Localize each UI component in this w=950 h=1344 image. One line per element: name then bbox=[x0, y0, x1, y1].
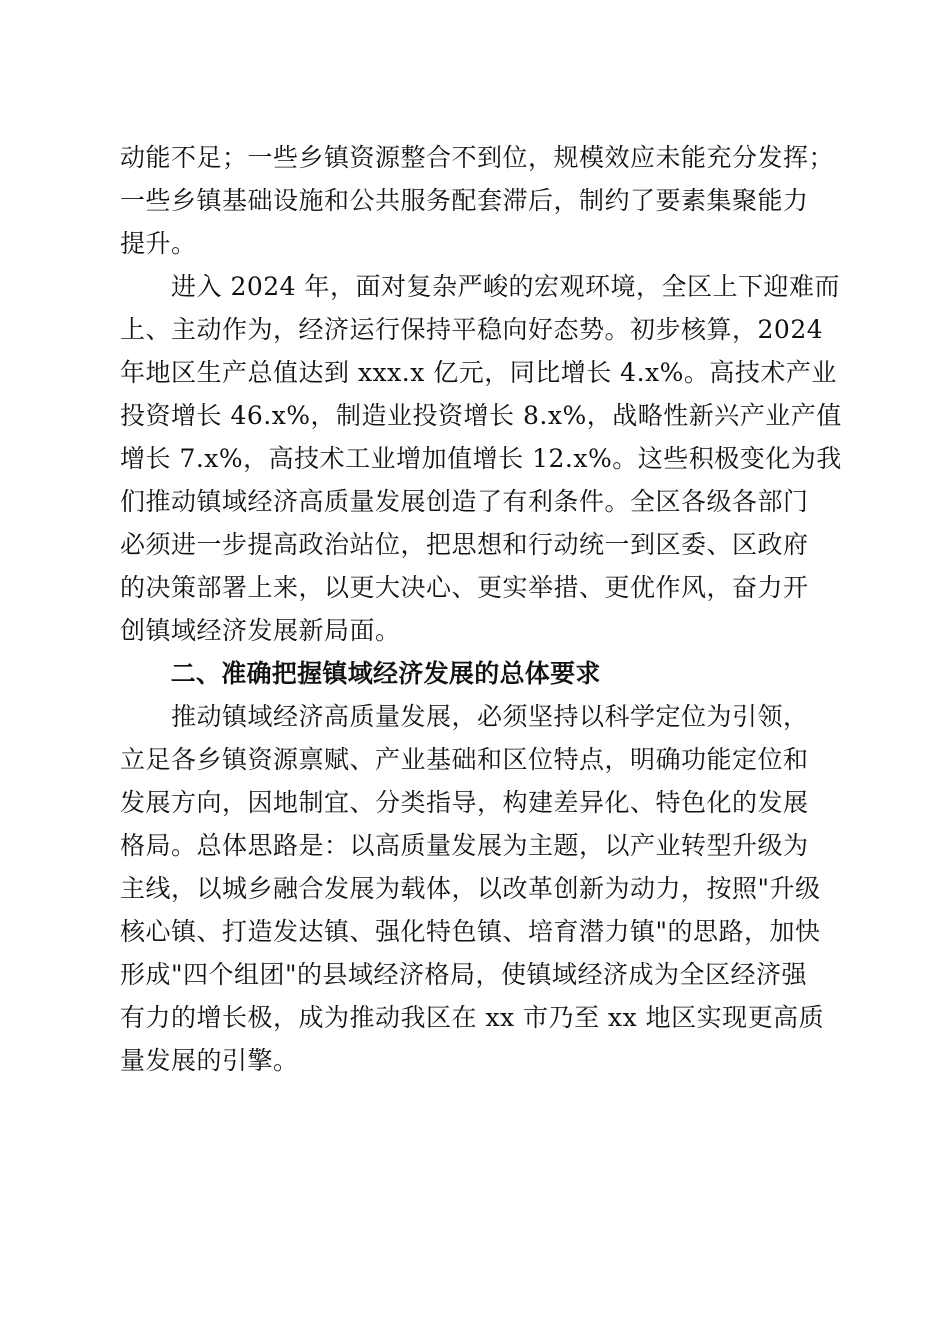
text-line: 形成"四个组团"的县域经济格局，使镇域经济成为全区经济强 bbox=[120, 960, 808, 989]
text-line: 有力的增长极，成为推动我区在 xx 市乃至 xx 地区实现更高质 bbox=[120, 1003, 825, 1032]
text-line: 投资增长 46.x%，制造业投资增长 8.x%，战略性新兴产业产值 bbox=[120, 401, 842, 430]
text-line: 发展方向，因地制宜、分类指导，构建差异化、特色化的发展 bbox=[120, 788, 809, 817]
text-line: 年地区生产总值达到 xxx.x 亿元，同比增长 4.x%。高技术产业 bbox=[120, 358, 837, 387]
text-line: 上、主动作为，经济运行保持平稳向好态势。初步核算，2024 bbox=[120, 315, 824, 344]
section-heading: 二、准确把握镇域经济发展的总体要求 bbox=[120, 659, 601, 688]
text-line: 格局。总体思路是：以高质量发展为主题，以产业转型升级为 bbox=[120, 831, 809, 860]
text-line: 一些乡镇基础设施和公共服务配套滞后，制约了要素集聚能力 bbox=[120, 186, 809, 215]
text-line: 增长 7.x%，高技术工业增加值增长 12.x%。这些积极变化为我 bbox=[120, 444, 842, 473]
text-line: 的决策部署上来，以更大决心、更实举措、更优作风，奋力开 bbox=[120, 573, 809, 602]
text-line: 推动镇域经济高质量发展，必须坚持以科学定位为引领， bbox=[120, 702, 809, 731]
text-line: 必须进一步提高政治站位，把思想和行动统一到区委、区政府 bbox=[120, 530, 809, 559]
text-line: 立足各乡镇资源禀赋、产业基础和区位特点，明确功能定位和 bbox=[120, 745, 809, 774]
text-line: 提升。 bbox=[120, 229, 197, 258]
document-body bbox=[120, 136, 842, 1082]
text-line: 创镇域经济发展新局面。 bbox=[120, 616, 401, 645]
text-line: 动能不足；一些乡镇资源整合不到位，规模效应未能充分发挥； bbox=[120, 143, 835, 172]
text-line: 进入 2024 年，面对复杂严峻的宏观环境，全区上下迎难而 bbox=[120, 272, 841, 301]
text-line: 量发展的引擎。 bbox=[120, 1046, 299, 1075]
text-line: 核心镇、打造发达镇、强化特色镇、培育潜力镇"的思路，加快 bbox=[120, 917, 821, 946]
text-line: 们推动镇域经济高质量发展创造了有利条件。全区各级各部门 bbox=[120, 487, 809, 516]
text-line: 主线，以城乡融合发展为载体，以改革创新为动力，按照"升级 bbox=[120, 874, 821, 903]
